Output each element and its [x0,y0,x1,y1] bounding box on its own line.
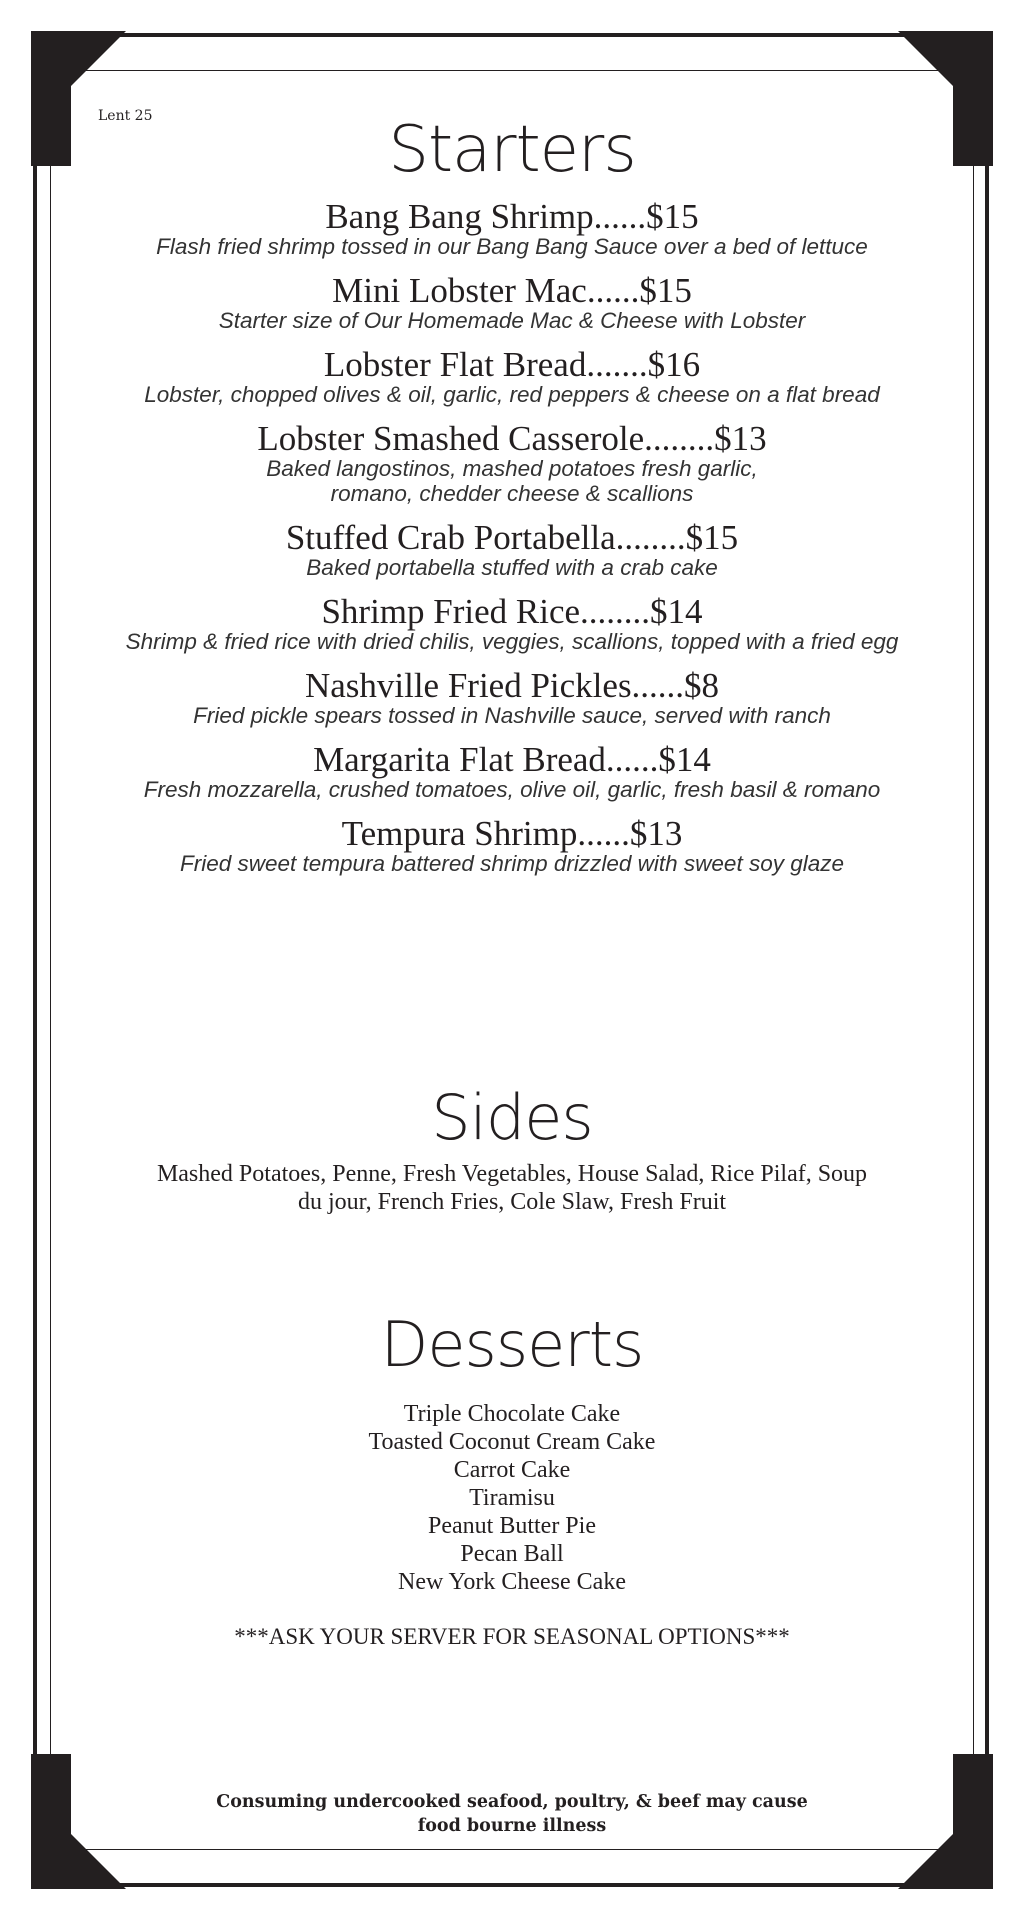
starter-item-name: Tempura Shrimp......$13 [341,814,683,853]
starter-item-name: Nashville Fried Pickles......$8 [304,666,720,705]
starter-item-name: Lobster Smashed Casserole........$13 [257,419,767,458]
starters-list [60,197,964,891]
starter-item-description: Fried pickle spears tossed in Nashville sauce, served with ranch [193,703,831,728]
starter-item-description: Shrimp & fried rice with dried chilis, veggies, scallions, topped with a fried egg [125,629,899,654]
corner-ornament-bottom-left [31,1754,156,1889]
dessert-item: New York Cheese Cake [398,1569,626,1595]
starter-item [60,345,964,407]
starter-item [60,419,964,506]
starter-item [60,814,964,876]
starter-item-description: Baked langostinos, mashed potatoes fresh garlic, romano, chedder cheese & scallions [266,456,758,506]
desserts-list [0,1400,1024,1596]
dessert-item: Peanut Butter Pie [428,1513,596,1539]
food-safety-notice: Consuming undercooked seafood, poultry, & beef may cause food bourne illness [216,1792,808,1836]
starter-item-description: Fried sweet tempura battered shrimp drizzled with sweet soy glaze [179,851,845,876]
starter-item-description: Baked portabella stuffed with a crab cake [306,555,718,580]
starter-item [60,592,964,654]
starter-item-description: Lobster, chopped olives & oil, garlic, red peppers & cheese on a flat bread [144,382,880,407]
dessert-item: Tiramisu [469,1485,555,1511]
dessert-item: Carrot Cake [453,1457,571,1483]
starter-item [60,197,964,259]
dessert-item: Triple Chocolate Cake [403,1401,621,1427]
starter-item [60,666,964,728]
starter-item-name: Bang Bang Shrimp......$15 [325,197,699,236]
sides-text: Mashed Potatoes, Penne, Fresh Vegetables, House Salad, Rice Pilaf, Soup du jour, French Fries, Cole Slaw, Fresh Fruit [156,1161,868,1215]
starter-item [60,518,964,580]
starters-heading: Starters [388,113,636,187]
starter-item-description: Starter size of Our Homemade Mac & Cheese with Lobster [218,308,806,333]
starter-item-name: Stuffed Crab Portabella........$15 [285,518,739,557]
menu-tag: Lent 25 [98,108,153,124]
starter-item [60,740,964,802]
starter-item [60,271,964,333]
starter-item-description: Flash fried shrimp tossed in our Bang Bang Sauce over a bed of lettuce [156,234,868,259]
desserts-heading: Desserts [380,1308,644,1381]
starter-item-name: Lobster Flat Bread.......$16 [323,345,701,384]
dessert-item: Pecan Ball [460,1541,564,1567]
corner-ornament-bottom-right [868,1754,993,1889]
seasonal-note: ***ASK YOUR SERVER FOR SEASONAL OPTIONS*** [234,1624,790,1649]
dessert-item: Toasted Coconut Cream Cake [368,1429,656,1455]
starter-item-name: Margarita Flat Bread......$14 [313,740,711,779]
starter-item-description: Fresh mozzarella, crushed tomatoes, olive oil, garlic, fresh basil & romano [143,777,881,802]
starter-item-name: Shrimp Fried Rice........$14 [321,592,703,631]
starter-item-name: Mini Lobster Mac......$15 [332,271,692,310]
sides-heading: Sides [431,1081,593,1154]
